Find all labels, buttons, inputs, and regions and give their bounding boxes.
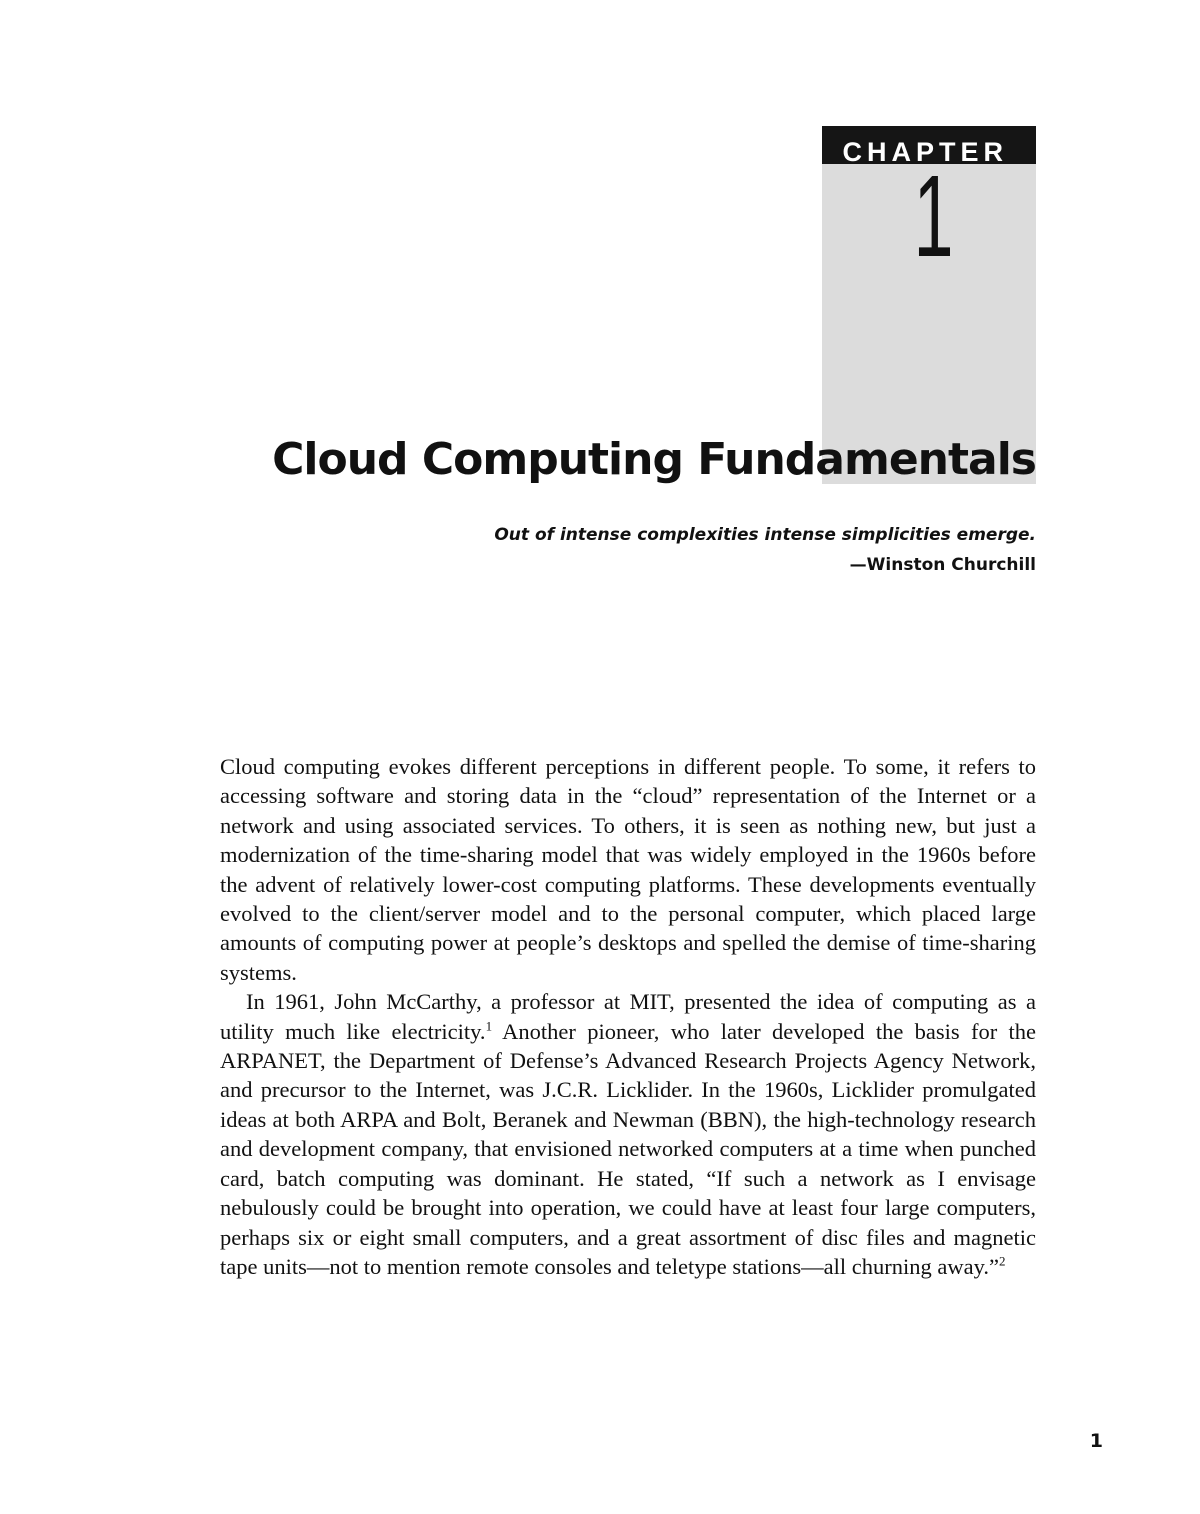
footnote-marker: 1 [485, 1018, 493, 1034]
paragraph-text: Another pioneer, who later developed the basis for the ARPANET, the Department of Defense’s Advanced Research Projects Agency Network, and precursor to the Internet, was J.C.R. Licklider. In the 1960s, Licklider promulgated ideas at both ARPA and Bolt, Beranek and Newman (BBN), the high-technology research and development company, that envisioned networked computers at a time when punched card, batch computing was dominant. He stated, “If such a network as I envisage nebulously could be brought into operation, we could have at least four large computers, perhaps six or eight small computers, and a great assortment of disc files and magnetic tape units—not to mention remote consoles and teletype stations—all churning away.” [220, 1018, 1037, 1279]
body-paragraph [220, 987, 1036, 1281]
chapter-label: CHAPTER [822, 126, 1036, 164]
body-paragraph: Cloud computing evokes different perceptions in different people. To some, it refers to accessing software and storing data in the “cloud” representation of the Internet or a network and using associated services. To others, it is seen as nothing new, but just a modernization of the time-sharing model that was widely employed in the 1960s before the advent of relatively lower-cost computing platforms. These developments eventually evolved to the client/server model and to the personal computer, which placed large amounts of computing power at people’s desktops and spelled the demise of time-sharing systems. [220, 754, 1036, 985]
body-text [220, 752, 1036, 1281]
epigraph-quote: Out of intense complexities intense simplicities emerge. [494, 525, 1036, 545]
footnote-marker: 2 [998, 1253, 1006, 1269]
page-number: 1 [1089, 1430, 1103, 1452]
paragraph-text: In 1961, John McCarthy, a professor at MIT, presented the idea of computing as a utility much like electricity. [220, 989, 1036, 1044]
epigraph [494, 520, 1036, 580]
chapter-box [822, 126, 1036, 484]
chapter-number: 1 [914, 151, 954, 281]
epigraph-author: —Winston Churchill [849, 555, 1036, 575]
chapter-title: Cloud Computing Fundamentals [272, 434, 1036, 485]
